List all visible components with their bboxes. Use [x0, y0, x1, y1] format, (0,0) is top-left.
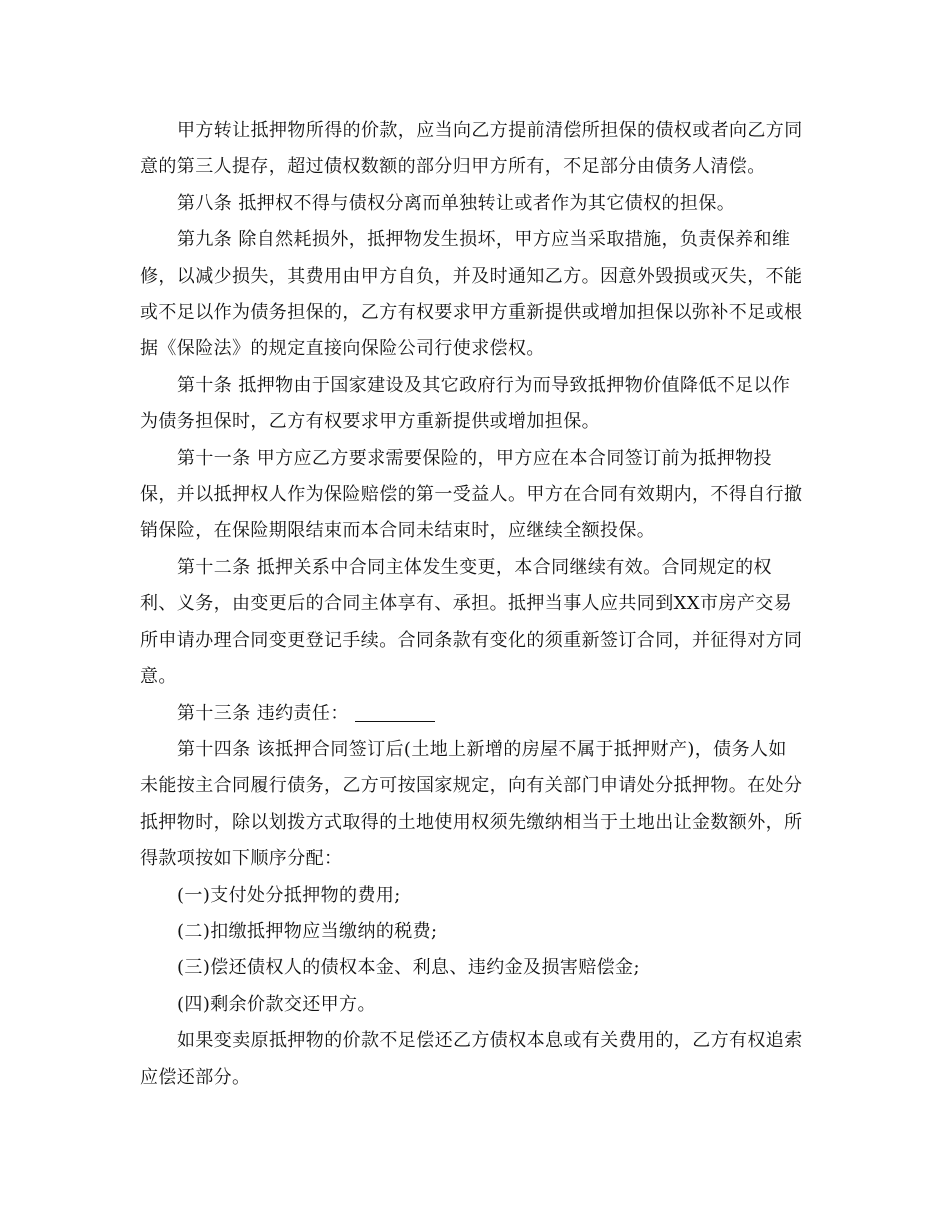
paragraph-line — [140, 950, 818, 986]
line-text: 得款项按如下顺序分配： — [140, 848, 343, 870]
paragraph-line — [140, 295, 818, 331]
line-text: 如果变卖原抵押物的价款不足偿还乙方债权本息或有关费用的，乙方有权追索 — [177, 1030, 803, 1052]
line-text: 销保险，在保险期限结束而本合同未结束时，应继续全额投保。 — [140, 520, 656, 542]
paragraph — [140, 696, 818, 732]
paragraph-line — [140, 368, 818, 404]
paragraph-line — [140, 659, 818, 695]
paragraph — [140, 222, 818, 368]
line-text: (一)支付处分抵押物的费用; — [177, 884, 401, 906]
paragraph — [140, 878, 818, 914]
paragraph-line — [140, 113, 818, 149]
line-text: 为债务担保时，乙方有权要求甲方重新提供或增加担保。 — [140, 411, 600, 433]
line-text: 甲方转让抵押物所得的价款，应当向乙方提前清偿所担保的债权或者向乙方同 — [177, 120, 803, 141]
line-text: 意的第三人提存，超过债权数额的部分归甲方所有，不足部分由债务人清偿。 — [140, 156, 766, 178]
paragraph — [140, 368, 818, 441]
line-text: 保，并以抵押权人作为保险赔偿的第一受益人。甲方在合同有效期内，不得自行撤 — [140, 484, 803, 506]
line-text: (四)剩余价款交还甲方。 — [177, 993, 376, 1015]
line-text: 第十二条 抵押关系中合同主体发生变更，本合同继续有效。合同规定的权 — [177, 556, 772, 578]
paragraph-line — [140, 513, 818, 549]
line-text: 第八条 抵押权不得与债权分离而单独转让或者作为其它债权的担保。 — [177, 192, 736, 214]
paragraph-line — [140, 732, 818, 768]
paragraph-line — [140, 404, 818, 440]
line-text: 据《保险法》的规定直接向保险公司行使求偿权。 — [140, 338, 545, 360]
line-text: 抵押物时，除以划拨方式取得的土地使用权须先缴纳相当于土地出让金数额外，所 — [140, 811, 803, 833]
line-text: 或不足以作为债务担保的，乙方有权要求甲方重新提供或增加担保以弥补不足或根 — [140, 302, 803, 324]
paragraph-line — [140, 987, 818, 1023]
paragraph — [140, 550, 818, 696]
paragraph — [140, 950, 818, 986]
line-text: 第十一条 甲方应乙方要求需要保险的，甲方应在本合同签订前为抵押物投 — [177, 447, 772, 469]
paragraph-line — [140, 841, 818, 877]
paragraph-line — [140, 878, 818, 914]
line-text: 所申请办理合同变更登记手续。合同条款有变化的须重新签订合同，并征得对方同 — [140, 629, 803, 651]
line-text: 未能按主合同履行债务，乙方可按国家规定，向有关部门申请处分抵押物。在处分 — [140, 775, 803, 797]
paragraph-line — [140, 550, 818, 586]
fill-in-blank — [355, 703, 435, 722]
paragraph-line — [140, 149, 818, 185]
paragraph-line — [140, 623, 818, 659]
line-text: (三)偿还债权人的债权本金、利息、违约金及损害赔偿金; — [177, 957, 640, 979]
paragraph-line — [140, 696, 818, 732]
paragraph — [140, 914, 818, 950]
paragraph — [140, 441, 818, 550]
paragraph — [140, 186, 818, 222]
paragraph-line — [140, 477, 818, 513]
line-text: 应偿还部分。 — [140, 1066, 251, 1088]
paragraph-line — [140, 586, 818, 622]
line-text: 第十条 抵押物由于国家建设及其它政府行为而导致抵押物价值降低不足以作 — [177, 374, 791, 396]
line-text: 修，以减少损失，其费用由甲方自负，并及时通知乙方。因意外毁损或灭失，不能 — [140, 265, 803, 287]
paragraph-line — [140, 768, 818, 804]
paragraph-line — [140, 1060, 818, 1096]
paragraph — [140, 113, 818, 186]
paragraph-line — [140, 222, 818, 258]
document-body — [140, 113, 818, 1096]
line-text: 利、义务，由变更后的合同主体享有、承担。抵押当事人应共同到XX市房产交易 — [140, 593, 793, 615]
paragraph-line — [140, 331, 818, 367]
paragraph-line — [140, 805, 818, 841]
paragraph-line — [140, 1023, 818, 1059]
paragraph — [140, 732, 818, 878]
paragraph-line — [140, 186, 818, 222]
line-text: 第十四条 该抵押合同签订后(土地上新增的房屋不属于抵押财产)，债务人如 — [177, 738, 787, 760]
line-text: 意。 — [140, 666, 177, 688]
paragraph-line — [140, 441, 818, 477]
line-text: 第十三条 违约责任： — [177, 702, 349, 724]
paragraph — [140, 1023, 818, 1096]
paragraph — [140, 987, 818, 1023]
paragraph-line — [140, 259, 818, 295]
paragraph-line — [140, 914, 818, 950]
line-text: (二)扣缴抵押物应当缴纳的税费; — [177, 920, 438, 942]
line-text: 第九条 除自然耗损外，抵押物发生损坏，甲方应当采取措施，负责保养和维 — [177, 229, 791, 251]
